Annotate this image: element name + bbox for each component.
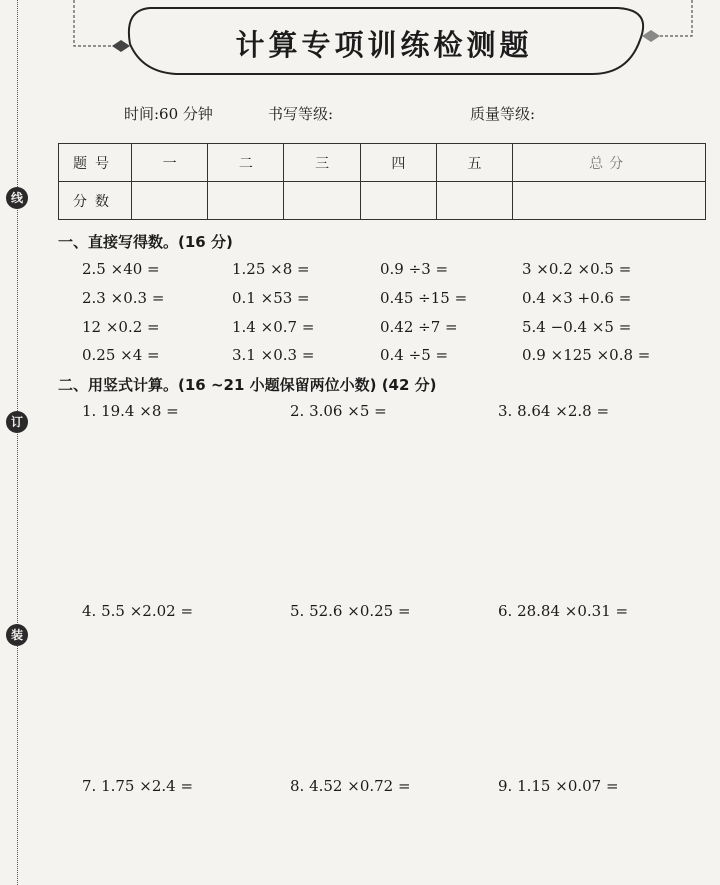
mental-math-item: 3.1 ×0.3 =	[232, 346, 315, 364]
binding-mark-zhuang: 装	[6, 624, 28, 646]
score-table	[58, 143, 706, 220]
mental-math-item: 1.4 ×0.7 =	[232, 318, 315, 336]
mental-math-item: 2.3 ×0.3 =	[82, 289, 165, 307]
mental-math-item: 0.4 ÷5 =	[380, 346, 449, 364]
section2-title: 二、用竖式计算。(16 ~21 小题保留两位小数) (42 分)	[58, 376, 437, 394]
section1-title: 一、直接写得数。(16 分)	[58, 233, 233, 251]
score-cell[interactable]	[132, 182, 208, 220]
vertical-calc-question: 8. 4.52 ×0.72 =	[290, 777, 411, 795]
mental-math-item: 0.45 ÷15 =	[380, 289, 468, 307]
score-cell[interactable]	[208, 182, 284, 220]
column-1: 一	[132, 144, 208, 182]
mental-math-item: 0.9 ×125 ×0.8 =	[522, 346, 651, 364]
column-5: 五	[436, 144, 512, 182]
page-title: 计算专项训练检测题	[235, 28, 533, 62]
column-4: 四	[360, 144, 436, 182]
score-table-score-row	[59, 182, 706, 220]
mental-math-item: 3 ×0.2 ×0.5 =	[522, 260, 632, 278]
score-label: 分数	[59, 182, 132, 220]
score-table-header-row	[59, 144, 706, 182]
mental-math-item: 12 ×0.2 =	[82, 318, 160, 336]
mental-math-item: 0.9 ÷3 =	[380, 260, 449, 278]
mental-math-item: 0.4 ×3 +0.6 =	[522, 289, 632, 307]
score-cell[interactable]	[436, 182, 512, 220]
vertical-calc-question: 9. 1.15 ×0.07 =	[498, 777, 619, 795]
vertical-calc-question: 7. 1.75 ×2.4 =	[82, 777, 194, 795]
score-cell[interactable]	[284, 182, 360, 220]
vertical-calc-question: 4. 5.5 ×2.02 =	[82, 602, 194, 620]
vertical-calc-question: 2. 3.06 ×5 =	[290, 402, 387, 420]
mental-math-item: 1.25 ×8 =	[232, 260, 310, 278]
score-cell-total[interactable]	[513, 182, 706, 220]
time-limit: 时间:60 分钟	[124, 105, 213, 123]
mental-math-item: 0.42 ÷7 =	[380, 318, 458, 336]
column-3: 三	[284, 144, 360, 182]
quality-grade-label: 质量等级:	[470, 105, 536, 123]
score-cell[interactable]	[360, 182, 436, 220]
vertical-calc-question: 3. 8.64 ×2.8 =	[498, 402, 610, 420]
vertical-calc-question: 6. 28.84 ×0.31 =	[498, 602, 629, 620]
column-2: 二	[208, 144, 284, 182]
question-number-label: 题号	[59, 144, 132, 182]
mental-math-item: 0.1 ×53 =	[232, 289, 310, 307]
binding-dotted-line	[17, 0, 18, 885]
mental-math-item: 2.5 ×40 =	[82, 260, 160, 278]
title-banner	[72, 0, 696, 80]
mental-math-item: 5.4 −0.4 ×5 =	[522, 318, 632, 336]
column-total: 总分	[513, 144, 706, 182]
writing-grade-label: 书写等级:	[268, 105, 334, 123]
binding-mark-xian: 线	[6, 187, 28, 209]
vertical-calc-question: 1. 19.4 ×8 =	[82, 402, 179, 420]
mental-math-item: 0.25 ×4 =	[82, 346, 160, 364]
vertical-calc-question: 5. 52.6 ×0.25 =	[290, 602, 411, 620]
binding-mark-ding: 订	[6, 411, 28, 433]
